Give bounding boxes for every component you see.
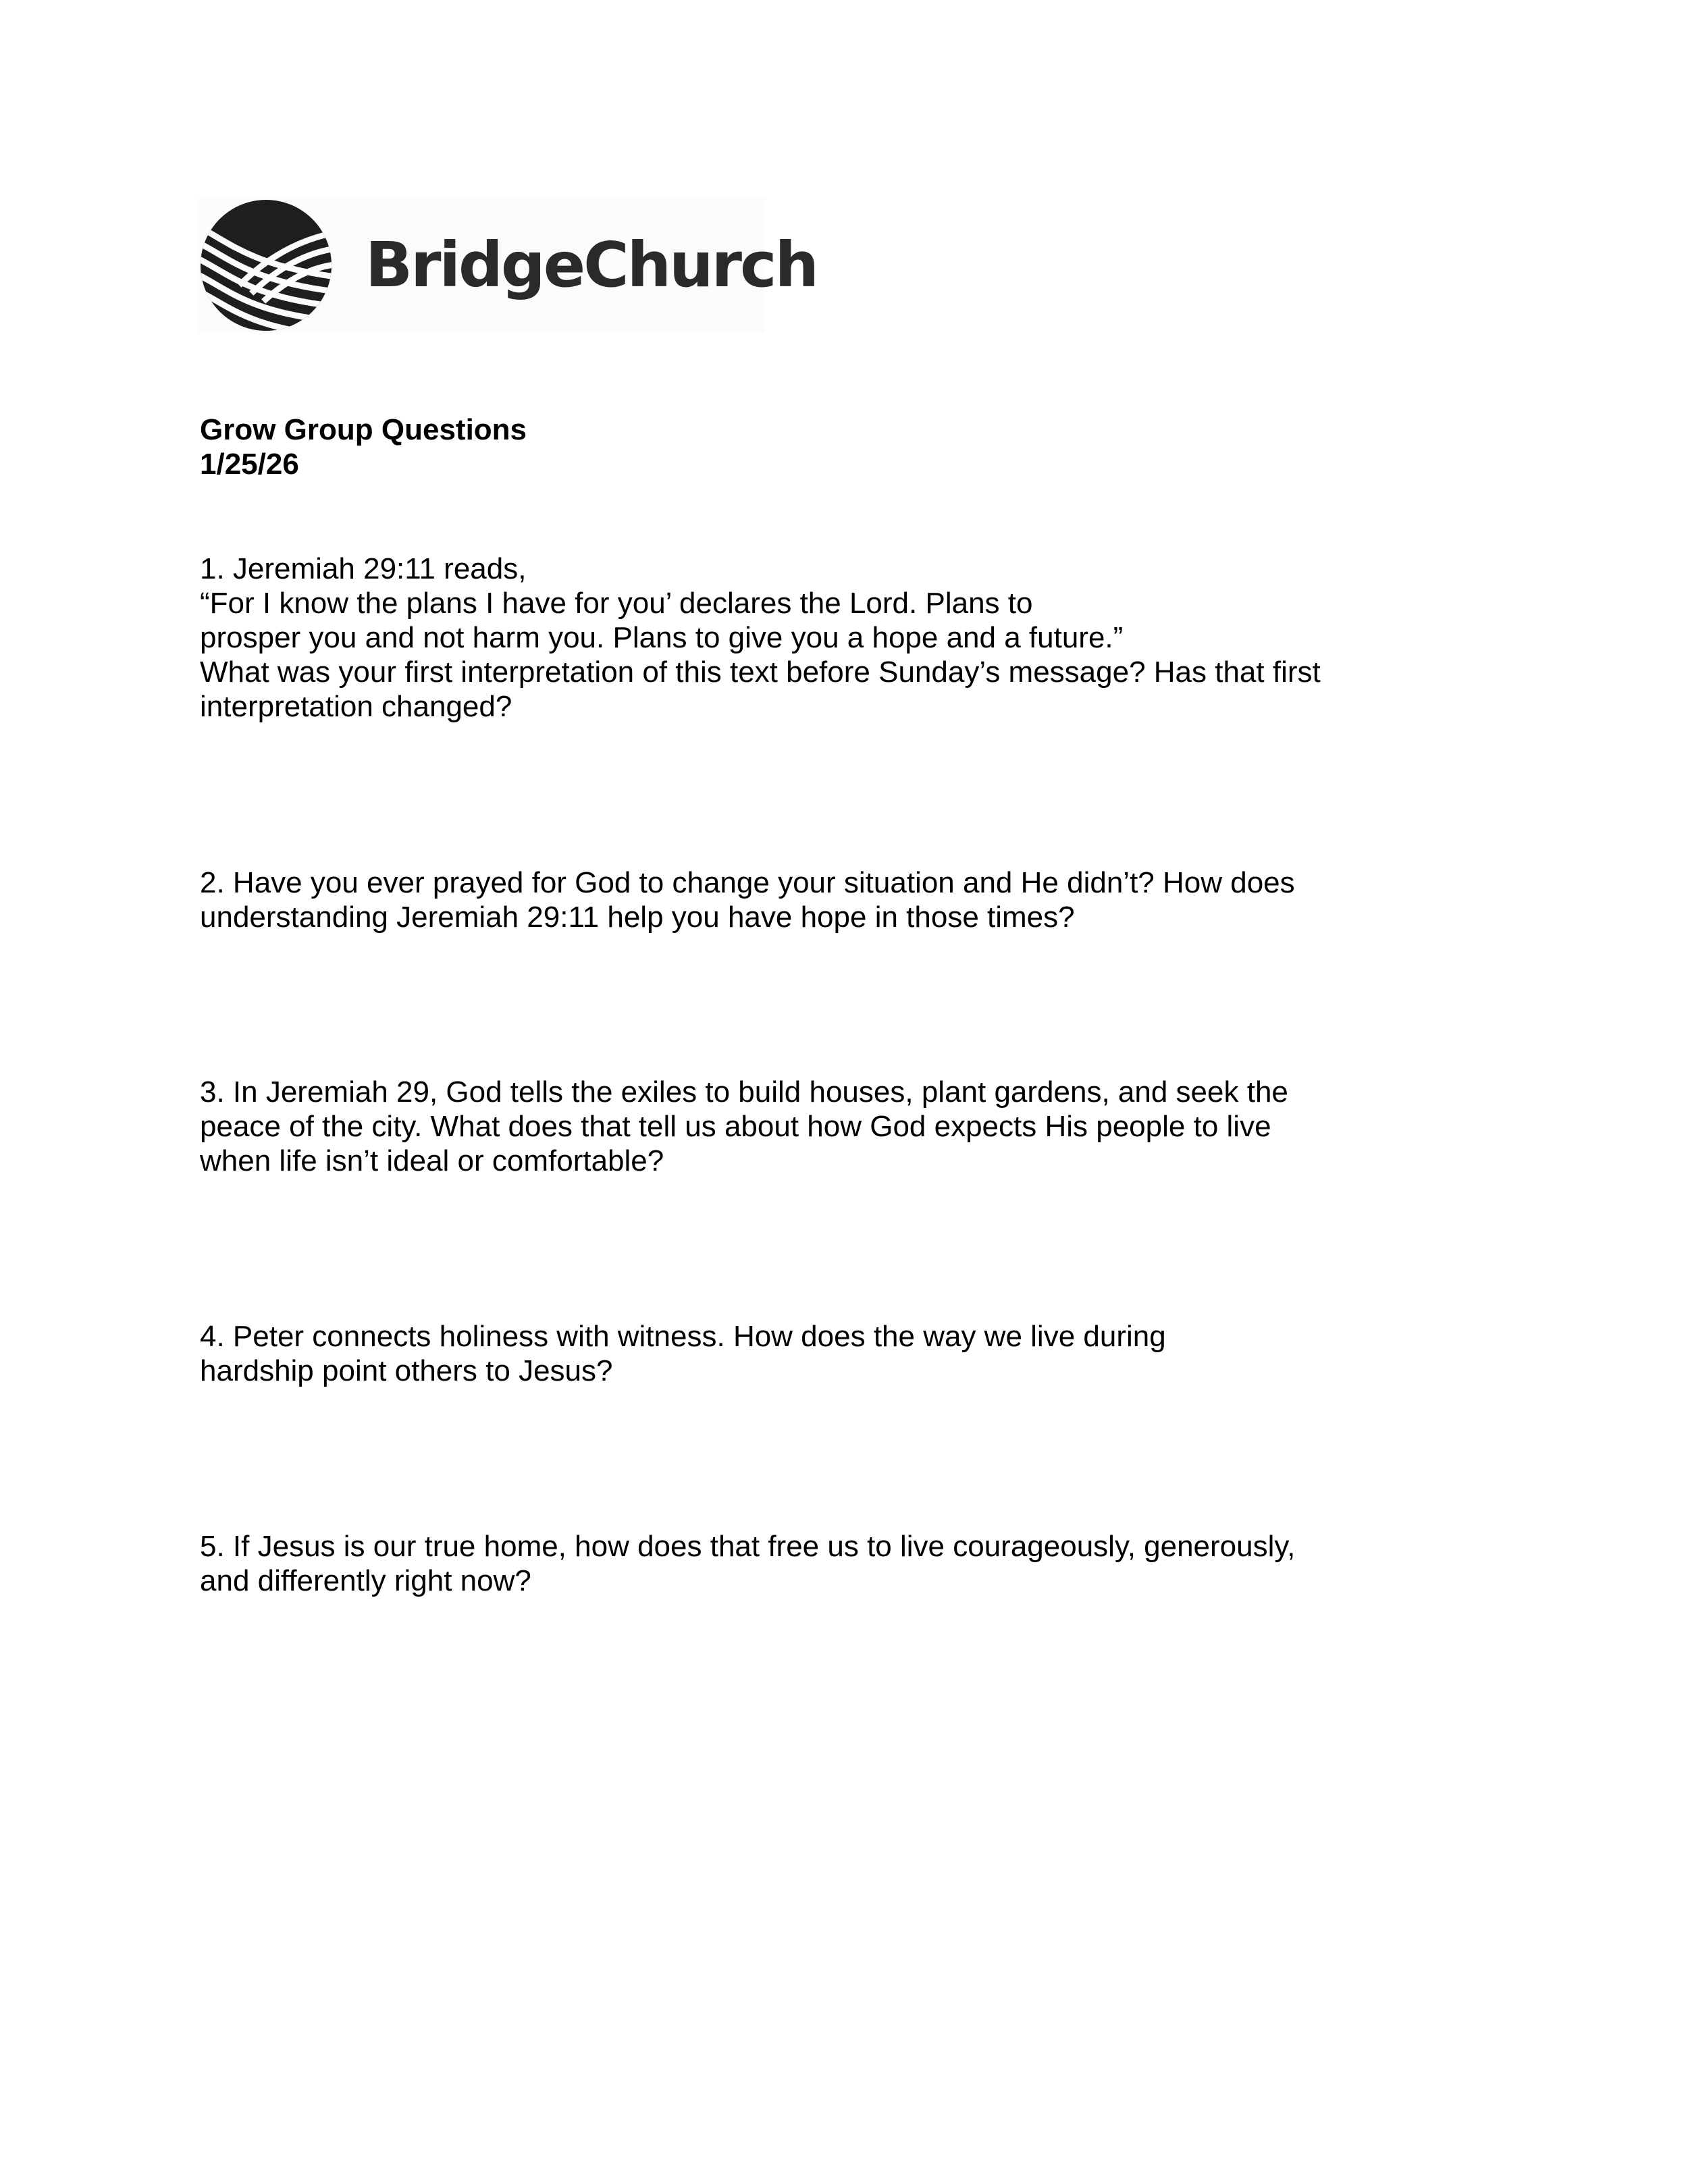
question-line: 2. Have you ever prayed for God to change your situation and He didn’t? How does (200, 866, 1295, 899)
question-line: What was your first interpretation of this text before Sunday’s message? Has that first (200, 656, 1321, 689)
question-line: and differently right now? (200, 1564, 531, 1597)
question-4 (200, 1319, 1415, 1388)
page-title: Grow Group Questions (200, 413, 527, 446)
church-logo (198, 198, 818, 333)
church-name: BridgeChurch (365, 229, 818, 301)
question-line: 5. If Jesus is our true home, how does that free us to live courageously, generously, (200, 1530, 1296, 1563)
question-2 (200, 865, 1415, 934)
question-line: peace of the city. What does that tell us about how God expects His people to live (200, 1110, 1271, 1143)
question-line: 1. Jeremiah 29:11 reads, (200, 552, 527, 585)
question-line: 3. In Jeremiah 29, God tells the exiles to build houses, plant gardens, and seek the (200, 1075, 1288, 1109)
bridge-church-circle-mark-icon (199, 198, 333, 332)
question-line: 4. Peter connects holiness with witness. How does the way we live during (200, 1320, 1166, 1353)
question-line: when life isn’t ideal or comfortable? (200, 1144, 664, 1177)
question-5 (200, 1529, 1415, 1598)
document-header (200, 412, 527, 481)
question-3 (200, 1075, 1415, 1178)
question-line: interpretation changed? (200, 690, 512, 723)
document-date: 1/25/26 (200, 448, 299, 481)
question-1 (200, 552, 1415, 724)
question-line: “For I know the plans I have for you’ declares the Lord. Plans to (200, 587, 1033, 620)
question-line: hardship point others to Jesus? (200, 1354, 613, 1387)
question-line: understanding Jeremiah 29:11 help you have hope in those times? (200, 901, 1075, 934)
question-line: prosper you and not harm you. Plans to give you a hope and a future.” (200, 621, 1124, 654)
